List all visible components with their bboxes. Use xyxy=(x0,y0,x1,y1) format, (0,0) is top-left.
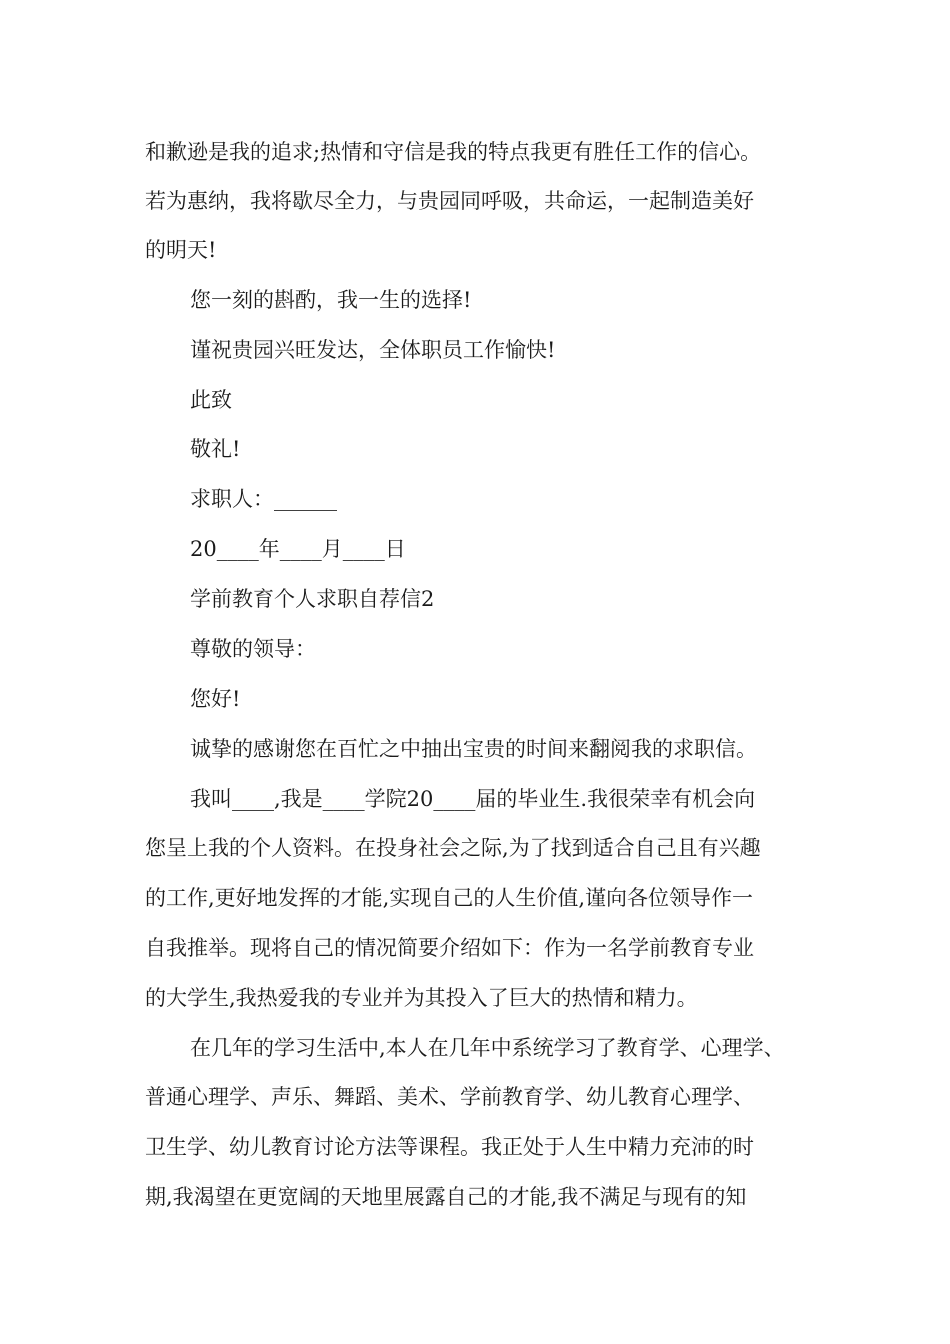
closing-line: 您一刻的斟酌，我一生的选择! xyxy=(190,288,472,312)
paragraph-line: 您呈上我的个人资料。在投身社会之际,为了找到适合自己且有兴趣 xyxy=(145,836,761,860)
greeting-line: 尊敬的领导： xyxy=(190,637,316,661)
paragraph-line: 的工作,更好地发挥的才能,实现自己的人生价值,谨向各位领导作一 xyxy=(145,886,754,910)
salutation-line: 敬礼! xyxy=(190,437,241,461)
paragraph-line: 期,我渴望在更宽阔的天地里展露自己的才能,我不满足与现有的知 xyxy=(145,1185,747,1209)
section-title: 学前教育个人求职自荐信2 xyxy=(190,587,435,611)
paragraph-line: 和歉逊是我的追求;热情和守信是我的特点我更有胜任工作的信心。 xyxy=(145,140,762,164)
signature-line: 求职人：______ xyxy=(190,487,337,511)
paragraph-line: 诚挚的感谢您在百忙之中抽出宝贵的时间来翻阅我的求职信。 xyxy=(190,737,757,761)
paragraph-line: 我叫____,我是____学院20____届的毕业生.我很荣幸有机会向 xyxy=(190,787,756,811)
paragraph-line: 自我推举。现将自己的情况简要介绍如下：作为一名学前教育专业 xyxy=(145,936,754,960)
paragraph-line: 的明天! xyxy=(145,238,217,262)
paragraph-line: 的大学生,我热爱我的专业并为其投入了巨大的热情和精力。 xyxy=(145,986,698,1010)
paragraph-line: 卫生学、幼儿教育讨论方法等课程。我正处于人生中精力充沛的时 xyxy=(145,1135,754,1159)
paragraph-line: 若为惠纳，我将歇尽全力，与贵园同呼吸，共命运，一起制造美好 xyxy=(145,189,754,213)
date-line: 20____年____月____日 xyxy=(190,537,406,561)
paragraph-line: 在几年的学习生活中,本人在几年中系统学习了教育学、心理学、 xyxy=(190,1036,785,1060)
greeting-line: 您好! xyxy=(190,687,241,711)
closing-line: 谨祝贵园兴旺发达，全体职员工作愉快! xyxy=(190,338,556,362)
paragraph-line: 普通心理学、声乐、舞蹈、美术、学前教育学、幼儿教育心理学、 xyxy=(145,1085,754,1109)
salutation-line: 此致 xyxy=(190,388,232,412)
